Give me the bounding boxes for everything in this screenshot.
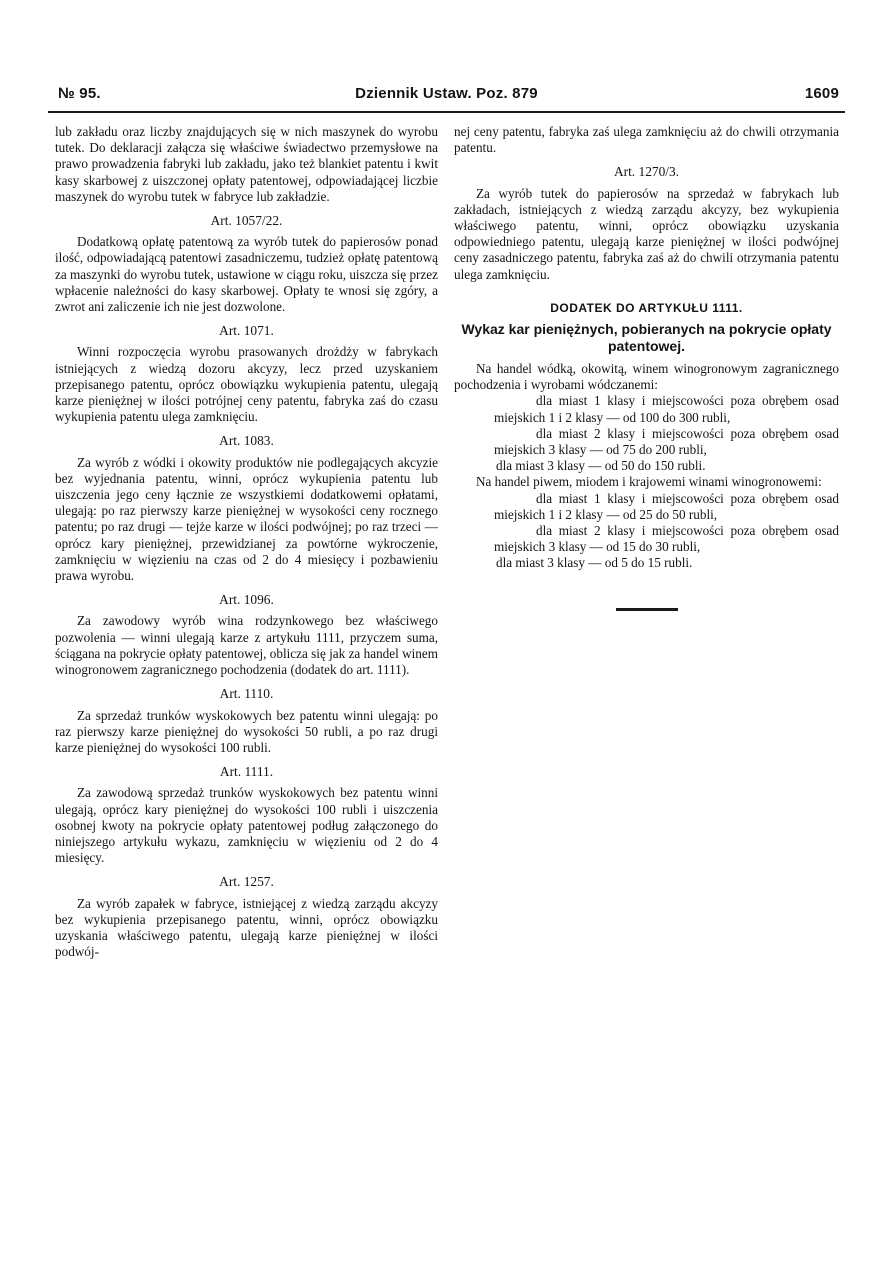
article-heading: Art. 1111. (219, 764, 274, 780)
article-heading: Art. 1257. (219, 874, 274, 890)
article-text: Za wyrób zapałek w fabryce, istniejącej z wiedzą zarządu akcyzy bez wykupienia przepisanego patentu, winni, oprócz obowiązku uzyskania właściwego patentu, ulegają karze pieniężnej w ilości podwój- (55, 895, 438, 960)
article-heading: Art. 1083. (219, 433, 274, 449)
article-heading: Art. 1057/22. (210, 213, 283, 229)
rate-item: dla miast 1 klasy i miejscowości poza obrębem osad miejskich 1 i 2 klasy — od 100 do 300 rubli, (494, 393, 839, 425)
article-text: Za zawodowy wyrób wina rodzynkowego bez właściwego pozwolenia — winni ulegają karze z artykułu 1111, przyczem suma, ściągana na pokrycie opłaty patentowej, oblicza się jak za handel winem winogronowem zagranicznego pochodzenia (dodatek do art. 1111). (55, 613, 438, 678)
page-header (48, 83, 845, 113)
article-text: Za sprzedaż trunków wyskokowych bez patentu winni ulegają: po raz pierwszy karze pieniężnej do wysokości 50 rubli, a po raz drugi karze pieniężnej do wysokości 100 rubli. (55, 707, 438, 755)
page-number: 1609 (804, 85, 839, 102)
article-text: Za wyrób z wódki i okowity produktów nie podlegających akcyzie bez wyjednania patentu, winni, oprócz wykupienia patentu lub uiszczenia jego ceny łącznie ze wszystkiemi dodatkowemi opłatami, ulegają: po raz pierwszy karze pieniężnej w wysokości ceny rocznego patentu; po raz drugi — tejże karze w ilości podwójnej; po raz trzeci — oprócz kary pieniężnej, przewidzianej za powtórne wykroczenie, zamknięciu w więzieniu na czas od 2 do 4 miesięcy i pozbawieniu prawa wyrobu. (55, 454, 438, 584)
rate-item: dla miast 3 klasy — od 5 do 15 rubli. (496, 555, 693, 571)
left-column (55, 124, 438, 960)
appendix-subheading: Wykaz kar pieniężnych, pobieranych na pokrycie opłaty patentowej. (461, 321, 832, 355)
rate-item: dla miast 2 klasy i miejscowości poza obrębem osad miejskich 3 klasy — od 15 do 30 rubli, (494, 523, 839, 555)
continued-paragraph: lub zakładu oraz liczby znajdujących się w nich maszynek do wyrobu tutek. Do deklaracji załącza się właściwe świadectwo przemysłowe na prawo prowadzenia fabryki lub zakładu, jako też blankiet patentu i kwit kasy skarbowej z uiszczonej opłaty patentowej, odpowiadającej liczbie maszynek do wyrobu tutek w fabryce lub zakładzie. (55, 124, 438, 204)
end-divider (616, 608, 678, 611)
right-column (454, 124, 839, 611)
rate-item: dla miast 1 klasy i miejscowości poza obrębem osad miejskich 1 i 2 klasy — od 25 do 50 rubli, (494, 490, 839, 522)
article-text: Za wyrób tutek do papierosów na sprzedaż w fabrykach lub zakładach, istniejących z wiedzą zarządu akcyzy, bez wykupienia właściwego patentu, winni, oprócz obowiązku uzyskania odpowiedniego patentu, ulegają karze pieniężnej w ilości podwójnej ceny zasadniczego patentu, fabryka zaś aż do chwili otrzymania patentu ulega zamknięciu. (454, 185, 839, 282)
journal-title: Dziennik Ustaw. Poz. 879 (355, 85, 538, 102)
list-intro: Na handel wódką, okowitą, winem winogronowym zagranicznego pochodzenia i wyrobami wódczanemi: (454, 361, 839, 393)
article-text: Winni rozpoczęcia wyrobu prasowanych drożdży w fabrykach istniejących z wiedzą dozoru akcyzy, lecz przed uzyskaniem przepisanego patentu, oprócz obowiązku wykupienia patentu, ulegają karze pieniężnej w ilości potrójnej ceny patentu, fabryka zaś do czasu wykupienia patentu ulega zamknięciu. (55, 344, 438, 425)
article-text: Za zawodową sprzedaż trunków wyskokowych bez patentu winni ulegają, oprócz kary pieniężnej do wysokości 100 rubli i uiszczenia osobnej kwoty na pokrycie opłaty patentowej podług załączonego do niniejszego artykułu wykazu, zamknięciu w więzieniu od 2 do 4 miesięcy. (55, 785, 438, 866)
rate-item: dla miast 3 klasy — od 50 do 150 rubli. (496, 458, 706, 474)
list-intro: Na handel piwem, miodem i krajowemi winami winogronowemi: (476, 474, 822, 490)
article-heading: Art. 1270/3. (613, 164, 680, 180)
article-text: Dodatkową opłatę patentową za wyrób tutek do papierosów ponad ilość, odpowiadającą patentowi zasadniczemu, tudzież opłatę patentową za maszynki do wyrobu tutek, ustawione w ciągu roku, uiszcza się przez wpłacenie należności do kasy skarbowej. Opłaty te wnosi się zgóry, a zwrot ani zaliczenie ich nie jest dozwolone. (55, 234, 438, 315)
issue-number: № 95. (58, 85, 101, 102)
article-heading: Art. 1110. (219, 686, 274, 702)
appendix-heading: DODATEK DO ARTYKUŁU 1111. (550, 300, 743, 315)
continued-paragraph: nej ceny patentu, fabryka zaś ulega zamknięciu aż do chwili otrzymania patentu. (454, 124, 839, 156)
article-heading: Art. 1096. (219, 592, 274, 608)
rate-item: dla miast 2 klasy i miejscowości poza obrębem osad miejskich 3 klasy — od 75 do 200 rubli, (494, 425, 839, 458)
article-heading: Art. 1071. (219, 323, 274, 339)
